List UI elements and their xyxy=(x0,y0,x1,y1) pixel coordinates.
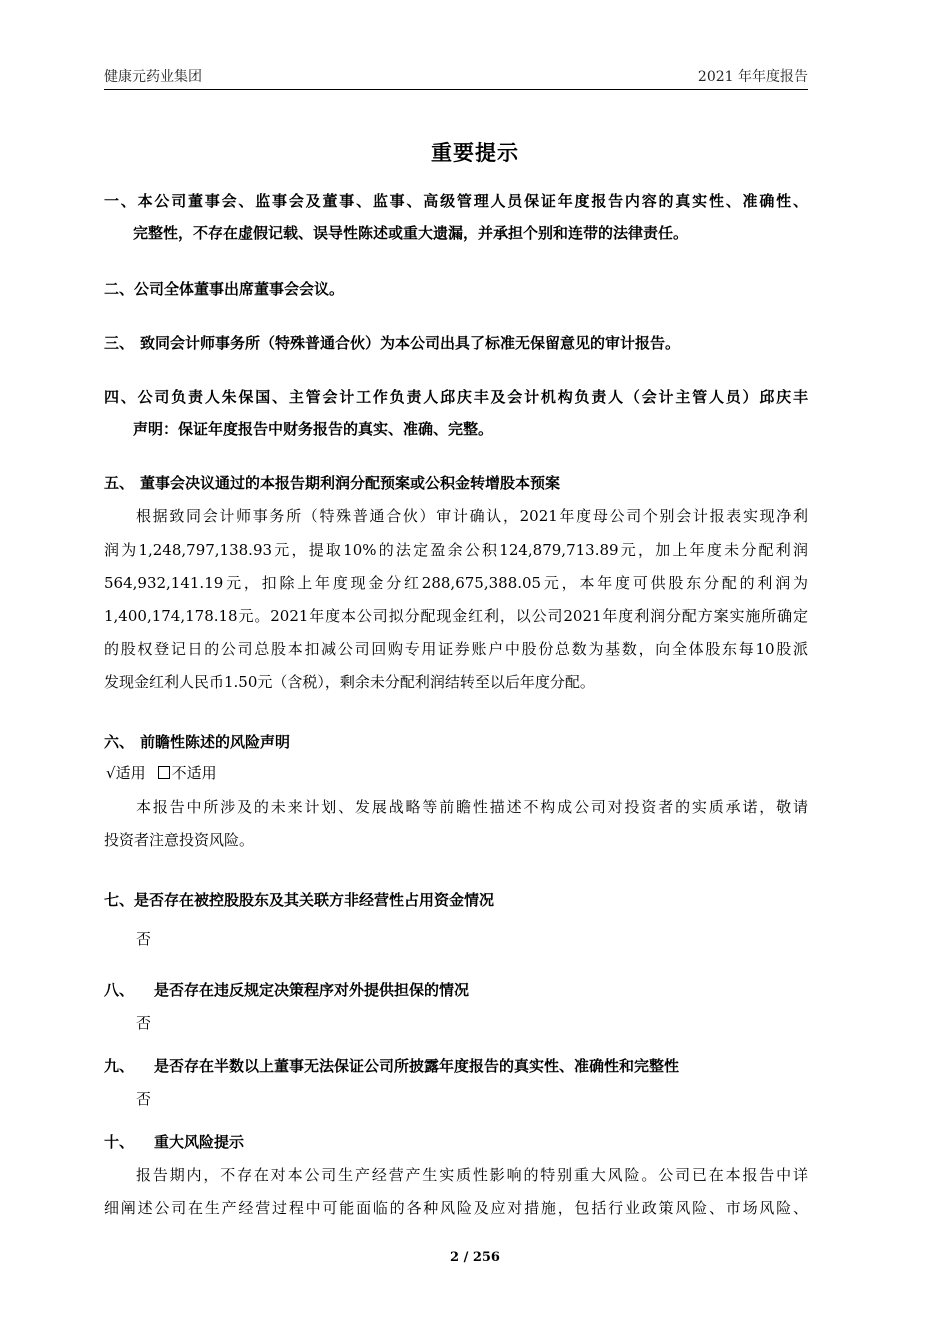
section-10-title: 重大风险提示 xyxy=(154,1133,245,1151)
section-6-heading xyxy=(104,731,290,752)
section-6-number: 六、 xyxy=(104,733,135,751)
section-4-line-2: 声明：保证年度报告中财务报告的真实、准确、完整。 xyxy=(133,420,494,438)
not-applicable-label: 不适用 xyxy=(171,764,217,782)
section-10-body-line-1: 报告期内，不存在对本公司生产经营产生实质性影响的特别重大风险。公司已在本报告中详 xyxy=(136,1166,808,1184)
section-10-body-line-2: 细阐述公司在生产经营过程中可能面临的各种风险及应对措施，包括行业政策风险、市场风险、 xyxy=(104,1199,808,1217)
section-5-body-line-3: 564,932,141.19元，扣除上年度现金分红288,675,388.05元，本年度可供股东分配的利润为 xyxy=(104,574,808,592)
section-6-body-line-1: 本报告中所涉及的未来计划、发展战略等前瞻性描述不构成公司对投资者的实质承诺，敬请 xyxy=(136,798,808,816)
section-9-answer: 否 xyxy=(136,1090,152,1108)
checkmark-icon: √ xyxy=(106,764,116,782)
section-2 xyxy=(104,278,344,299)
applicability-options xyxy=(106,762,217,783)
applicable-label: 适用 xyxy=(115,764,146,782)
section-1-number: 一、 xyxy=(104,192,138,210)
section-2-number: 二、 xyxy=(104,280,135,298)
section-7-title: 是否存在被控股股东及其关联方非经营性占用资金情况 xyxy=(134,891,495,909)
header-divider xyxy=(104,89,808,90)
header-report-title: 2021 年年度报告 xyxy=(697,69,808,85)
section-5-body-line-1: 根据致同会计师事务所（特殊普通合伙）审计确认，2021年度母公司个别会计报表实现净利 xyxy=(136,507,808,525)
section-9-number: 九、 xyxy=(104,1057,135,1075)
header-company: 健康元药业集团 xyxy=(104,69,202,85)
section-2-text: 公司全体董事出席董事会会议。 xyxy=(134,280,345,298)
section-8-heading xyxy=(104,979,469,1000)
section-9-heading xyxy=(104,1055,679,1076)
section-4-text: 公司负责人朱保国、主管会计工作负责人邱庆丰及会计机构负责人（会计主管人员）邱庆丰 xyxy=(137,388,808,406)
empty-checkbox-icon xyxy=(158,766,170,779)
section-10-heading xyxy=(104,1131,244,1152)
section-3-number: 三、 xyxy=(104,334,135,352)
section-1-text: 本公司董事会、监事会及董事、监事、高级管理人员保证年度报告内容的真实性、准确性、 xyxy=(137,192,808,210)
section-7-heading xyxy=(104,889,494,910)
section-8-title: 是否存在违反规定决策程序对外提供担保的情况 xyxy=(154,981,470,999)
section-5-heading xyxy=(104,472,560,493)
section-8-number: 八、 xyxy=(104,981,135,999)
section-7-number: 七、 xyxy=(104,891,135,909)
section-5-title: 董事会决议通过的本报告期利润分配预案或公积金转增股本预案 xyxy=(140,474,561,492)
section-8-answer: 否 xyxy=(136,1014,152,1032)
section-5-body-line-5: 的股权登记日的公司总股本扣减公司回购专用证券账户中股份总数为基数，向全体股东每10股派 xyxy=(104,640,808,658)
section-5-body-line-4: 1,400,174,178.18元。2021年度本公司拟分配现金红利，以公司2021年度利润分配方案实施所确定 xyxy=(104,607,808,625)
section-1-line-1 xyxy=(104,190,808,211)
section-10-number: 十、 xyxy=(104,1133,135,1151)
section-4-number: 四、 xyxy=(104,388,138,406)
section-7-answer: 否 xyxy=(136,930,152,948)
page-title: 重要提示 xyxy=(431,140,519,165)
section-6-title: 前瞻性陈述的风险声明 xyxy=(140,733,291,751)
section-3 xyxy=(104,332,680,353)
section-6-body-line-2: 投资者注意投资风险。 xyxy=(104,831,255,849)
section-3-text: 致同会计师事务所（特殊普通合伙）为本公司出具了标准无保留意见的审计报告。 xyxy=(140,334,681,352)
section-1-line-2: 完整性，不存在虚假记载、误导性陈述或重大遗漏，并承担个别和连带的法律责任。 xyxy=(133,224,689,242)
page-number: 2 / 256 xyxy=(450,1250,500,1265)
section-5-number: 五、 xyxy=(104,474,135,492)
section-4-line-1 xyxy=(104,386,808,407)
section-9-title: 是否存在半数以上董事无法保证公司所披露年度报告的真实性、准确性和完整性 xyxy=(154,1057,680,1075)
section-5-body-line-6: 发现金红利人民币1.50元（含税），剩余未分配利润结转至以后年度分配。 xyxy=(104,673,595,691)
section-5-body-line-2: 润为1,248,797,138.93元，提取10%的法定盈余公积124,879,713.89元，加上年度未分配利润 xyxy=(104,541,808,559)
